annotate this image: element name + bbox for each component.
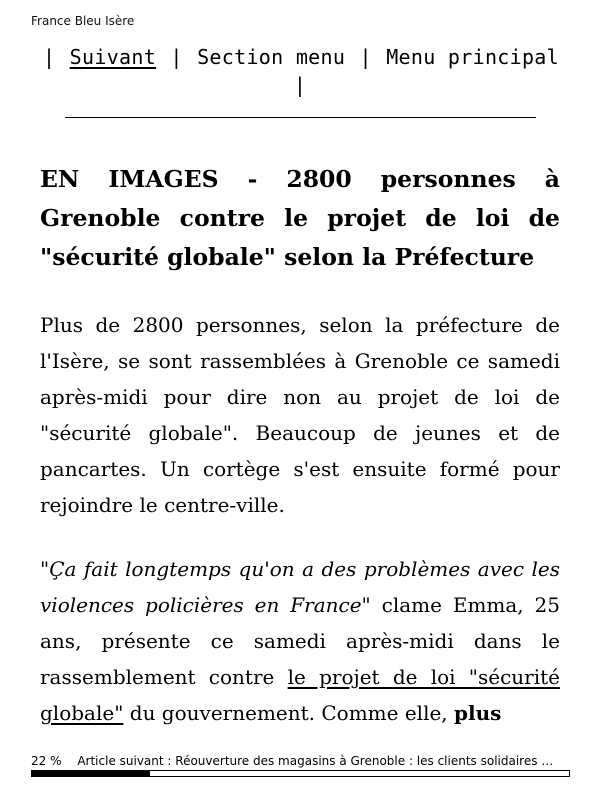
progress-percent: 22 % bbox=[31, 754, 62, 768]
bold-text: plus bbox=[454, 701, 502, 725]
nav-separator: | bbox=[293, 73, 307, 97]
reading-footer bbox=[31, 754, 571, 768]
law-project-link[interactable]: le projet de loi "sécurité globale" bbox=[40, 665, 560, 725]
quote-text: "Ça fait longtemps qu'on a des problèmes avec les violences policières en France" bbox=[40, 557, 560, 617]
paragraph-text: clame Emma, 25 ans, présente ce samedi après-midi dans le rassemblement contre bbox=[40, 593, 560, 689]
section-menu-link[interactable]: Section menu bbox=[197, 45, 346, 69]
nav-separator: | bbox=[359, 45, 372, 69]
nav-separator: | bbox=[170, 45, 183, 69]
reading-progress-fill bbox=[32, 771, 150, 776]
header-divider bbox=[65, 117, 536, 118]
main-menu-link[interactable]: Menu principal bbox=[386, 45, 559, 69]
article-title: EN IMAGES - 2800 personnes à Grenoble contre le projet de loi de "sécurité globale" selon la Préfecture bbox=[40, 165, 560, 271]
nav-separator: | bbox=[42, 45, 56, 69]
next-link[interactable]: Suivant bbox=[69, 45, 157, 69]
paragraph-text: du gouvernement. Comme elle, bbox=[123, 701, 455, 725]
article-paragraph-2 bbox=[40, 551, 560, 730]
reading-progress-bar bbox=[31, 770, 570, 777]
article-paragraph-1: Plus de 2800 personnes, selon la préfecture de l'Isère, se sont rassemblées à Grenoble ce samedi après-midi pour dire non au projet de loi de "sécurité globale". Beaucoup de jeunes et de pancartes. Un cortège s'est ensuite formé pour rejoindre le centre-ville. bbox=[40, 313, 560, 517]
source-label: France Bleu Isère bbox=[31, 14, 135, 28]
navigation-bar bbox=[40, 43, 560, 99]
next-article-link[interactable]: Article suivant : Réouverture des magasins à Grenoble : les clients solidaires … bbox=[77, 754, 554, 768]
